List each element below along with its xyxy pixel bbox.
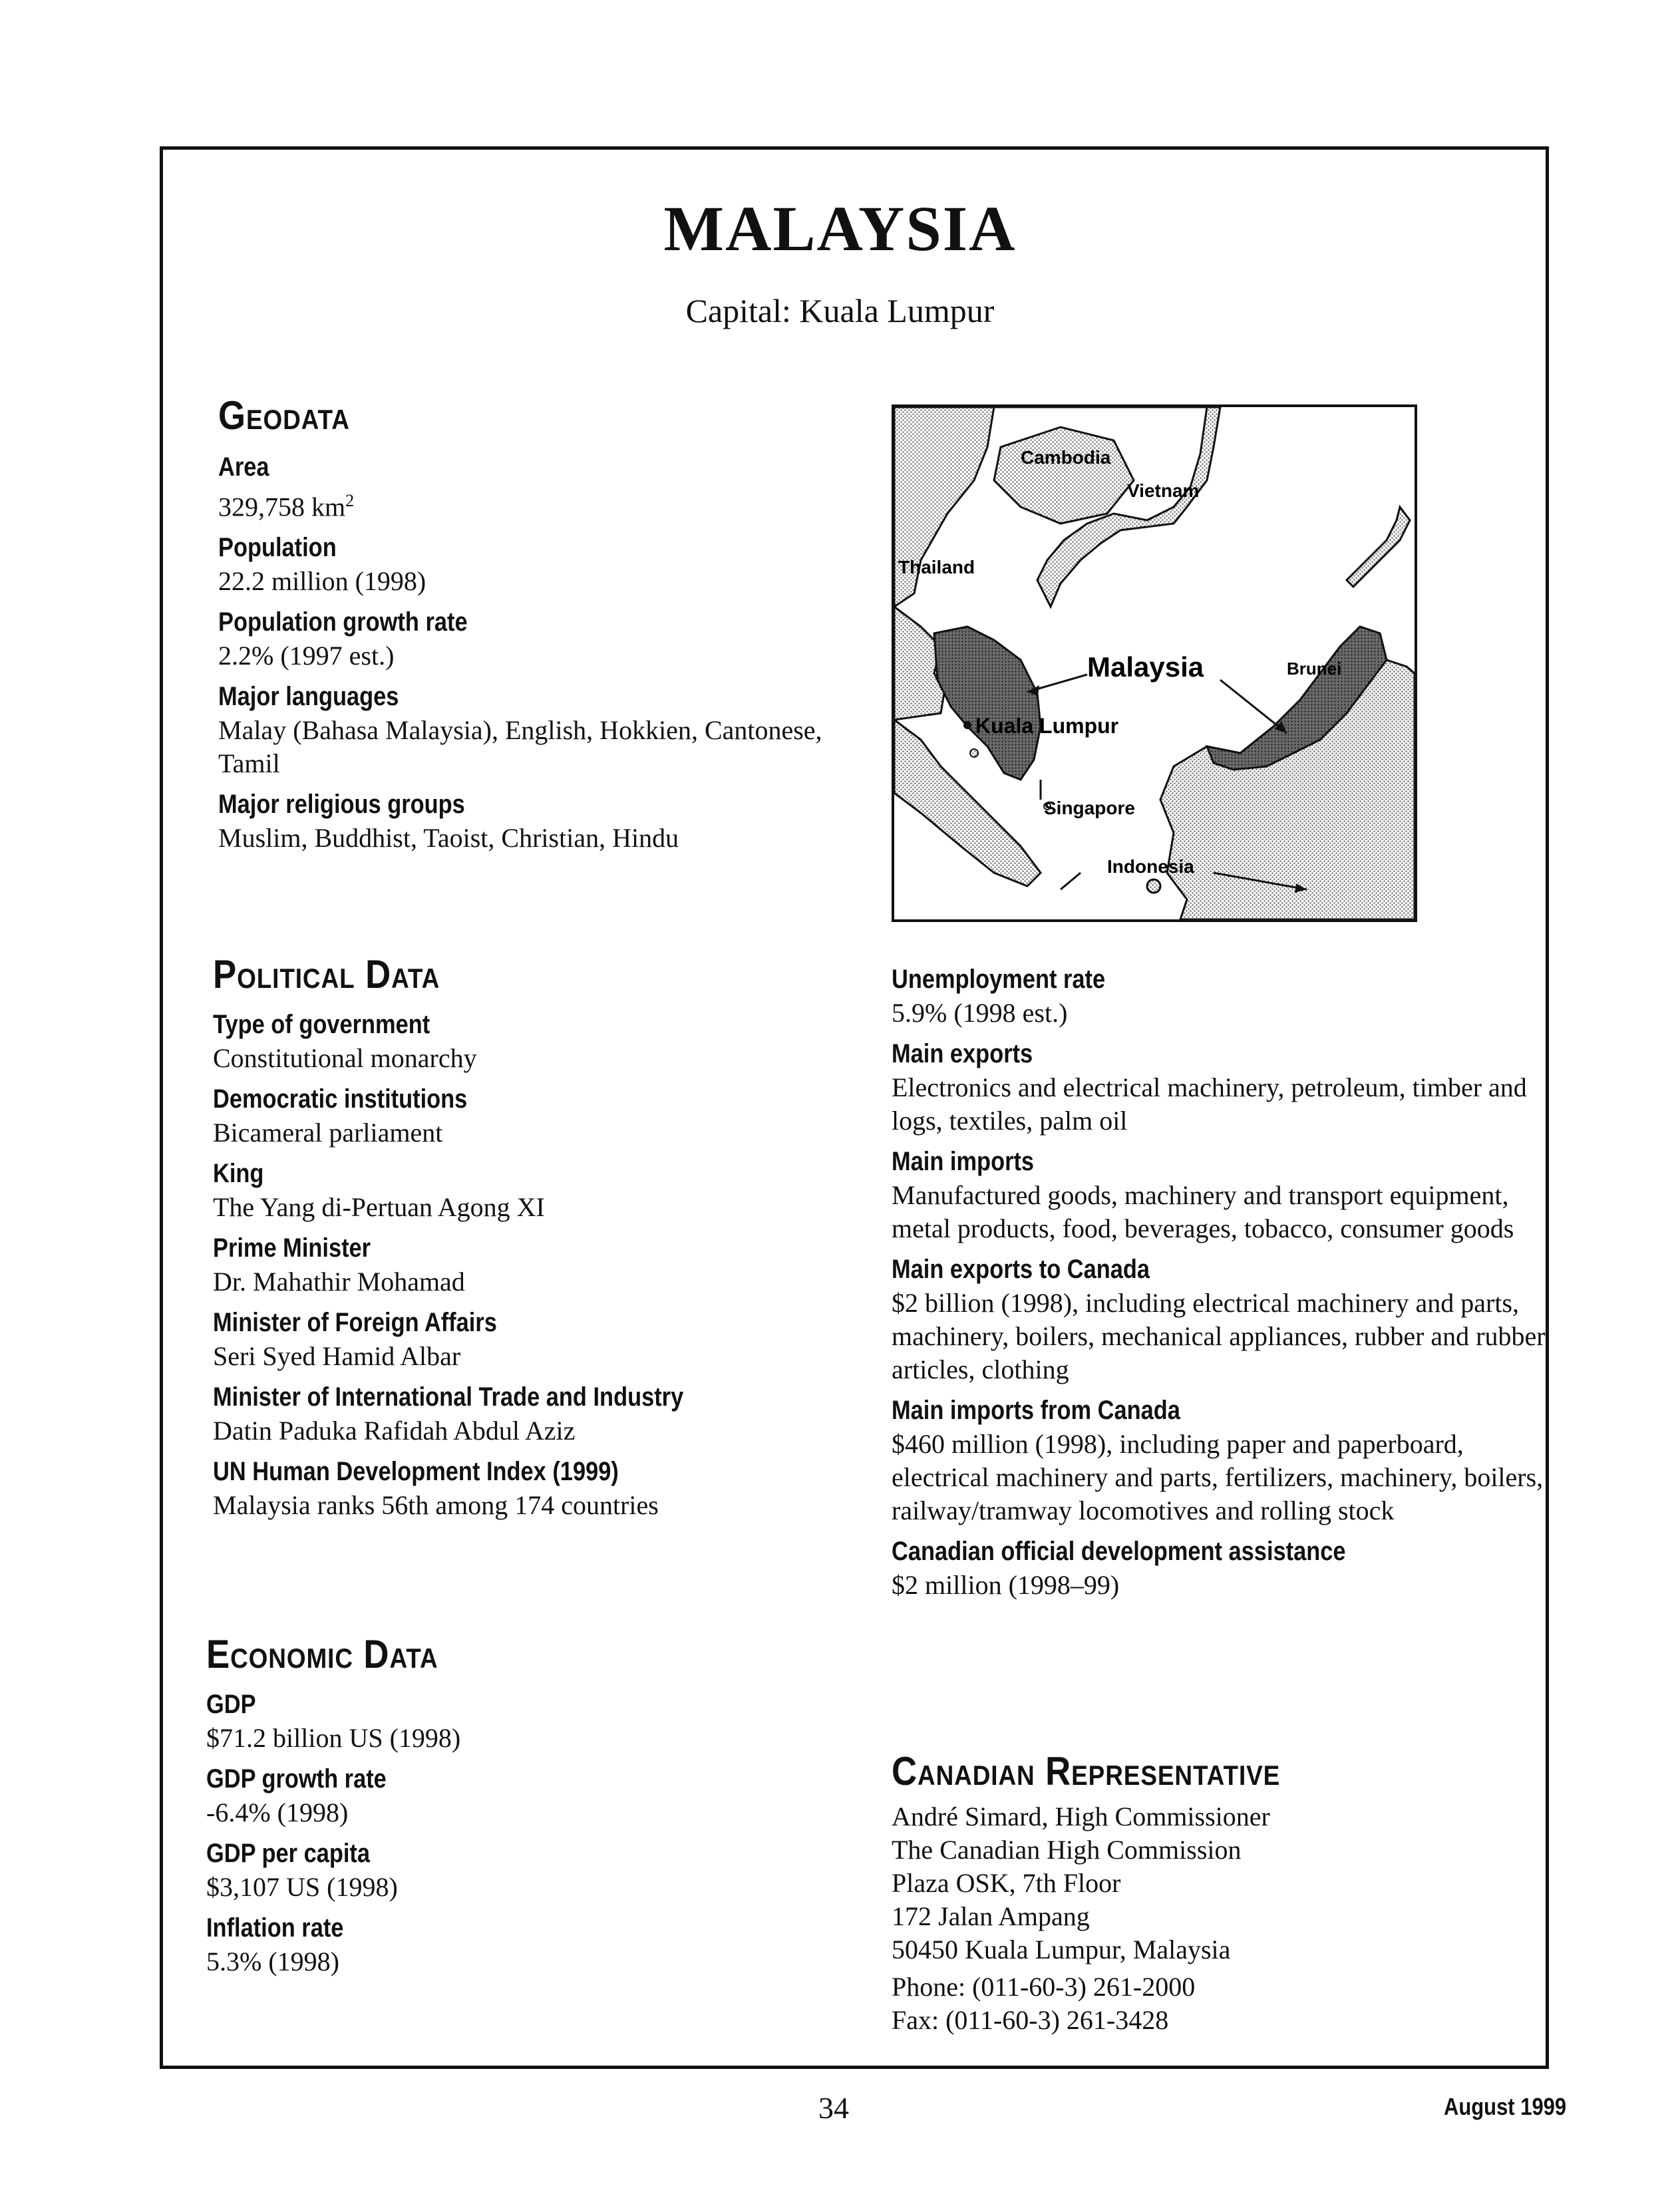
representative-heading: Canadian Representative — [892, 1749, 1281, 1794]
item-label: Democratic institutions — [213, 1084, 468, 1114]
map-label-singapore: Singapore — [1044, 798, 1135, 818]
item-value: $3,107 US (1998) — [206, 1872, 398, 1902]
address-line: 50450 Kuala Lumpur, Malaysia — [892, 1935, 1231, 1964]
item-label: Inflation rate — [206, 1913, 344, 1943]
address-line: The Canadian High Commission — [892, 1835, 1242, 1865]
economic-item — [206, 1911, 845, 1978]
geodata-list — [218, 450, 857, 862]
item-value: 5.9% (1998 est.) — [892, 998, 1068, 1028]
map-label-malaysia: Malaysia — [1087, 651, 1204, 683]
item-label: Unemployment rate — [892, 965, 1106, 994]
economic-item — [892, 1534, 1557, 1602]
item-value: Seri Syed Hamid Albar — [213, 1341, 461, 1371]
item-value: $2 million (1998–99) — [892, 1570, 1120, 1600]
item-value: Muslim, Buddhist, Taoist, Christian, Hindu — [218, 823, 679, 854]
map-label-kuala-lumpur: Kuala Lumpur — [975, 714, 1119, 738]
item-label: Major languages — [218, 682, 399, 712]
item-label: UN Human Development Index (1999) — [213, 1457, 619, 1486]
item-label: King — [213, 1159, 264, 1188]
geodata-heading: Geodata — [218, 393, 350, 438]
political-item — [213, 1305, 852, 1373]
geodata-item — [218, 679, 857, 780]
address-line: Plaza OSK, 7th Floor — [892, 1868, 1121, 1898]
item-label: Type of government — [213, 1010, 430, 1039]
item-value: 22.2 million (1998) — [218, 566, 426, 597]
economic-item — [206, 1762, 845, 1829]
political-item — [213, 1380, 852, 1448]
item-label: Minister of Foreign Affairs — [213, 1308, 497, 1337]
economic-list — [206, 1687, 845, 1985]
item-value: Malaysia ranks 56th among 174 countries — [213, 1490, 659, 1520]
map-label-vietnam: Vietnam — [1127, 480, 1200, 501]
address-line: André Simard, High Commissioner — [892, 1802, 1270, 1831]
page-number: 34 — [818, 2091, 849, 2125]
item-label: Main exports to Canada — [892, 1255, 1150, 1284]
map-label-indonesia: Indonesia — [1107, 856, 1194, 877]
map-label-brunei: Brunei — [1287, 659, 1342, 679]
item-value: Electronics and electrical machinery, petroleum, timber and logs, textiles, palm oil — [892, 1072, 1527, 1136]
economic-heading: Economic Data — [206, 1632, 438, 1676]
item-value: 329,758 $km^2$ — [218, 491, 355, 522]
item-value: Bicameral parliament — [213, 1118, 443, 1148]
item-label: Area — [218, 452, 269, 482]
map-graphic — [894, 407, 1415, 919]
item-value: $460 million (1998), including paper and paperboard, electrical machinery and parts, fertilizers, machinery, boilers, railway/tramway locomotives and rolling stock — [892, 1429, 1544, 1525]
political-list — [213, 1007, 852, 1529]
item-value: Malay (Bahasa Malaysia), English, Hokkien, Cantonese, Tamil — [218, 715, 822, 779]
item-label: GDP per capita — [206, 1839, 371, 1868]
cambodia-land — [994, 427, 1134, 524]
economic-item — [892, 1036, 1557, 1138]
economic-item — [892, 962, 1557, 1030]
item-label: Population — [218, 533, 337, 563]
item-value: -6.4% (1998) — [206, 1798, 349, 1827]
political-item — [213, 1007, 852, 1075]
item-value: $2 billion (1998), including electrical machinery and parts, machinery, boilers, mechanical appliances, rubber and rubber articles, clothing — [892, 1288, 1546, 1384]
economic-item — [892, 1252, 1557, 1386]
economic-right-list — [892, 962, 1557, 1609]
item-value: $71.2 billion US (1998) — [206, 1723, 461, 1753]
region-map — [892, 404, 1417, 922]
item-label: Main imports — [892, 1147, 1035, 1176]
island — [1347, 507, 1410, 587]
geodata-item — [218, 530, 857, 598]
peninsular-malaysia — [934, 627, 1041, 780]
publication-date: August 1999 — [1444, 2093, 1567, 2120]
item-label: Population growth rate — [218, 607, 468, 637]
item-value: The Yang di-Pertuan Agong XI — [213, 1192, 545, 1222]
political-item — [213, 1454, 852, 1522]
item-label: Canadian official development assistance — [892, 1537, 1346, 1566]
item-value: 5.3% (1998) — [206, 1947, 339, 1976]
geodata-item — [218, 605, 857, 673]
fax-line: Fax: (011-60-3) 261-3428 — [892, 2005, 1169, 2035]
geodata-item — [218, 450, 857, 524]
economic-item — [892, 1393, 1557, 1527]
item-label: Minister of International Trade and Industry — [213, 1382, 684, 1412]
political-item — [213, 1082, 852, 1150]
economic-item — [892, 1144, 1557, 1245]
item-value: Dr. Mahathir Mohamad — [213, 1267, 465, 1297]
item-value: Constitutional monarchy — [213, 1043, 477, 1073]
item-label: Prime Minister — [213, 1233, 371, 1263]
map-label-thailand: Thailand — [898, 557, 975, 577]
capital-line: Capital: Kuala Lumpur — [685, 292, 995, 329]
item-label: Major religious groups — [218, 790, 465, 820]
item-value: Datin Paduka Rafidah Abdul Aziz — [213, 1416, 576, 1446]
item-value: 2.2% (1997 est.) — [218, 641, 395, 671]
item-value: Manufactured goods, machinery and transport equipment, metal products, food, beverages, tobacco, consumer goods — [892, 1180, 1514, 1243]
item-label: GDP — [206, 1690, 256, 1719]
economic-item — [206, 1687, 845, 1755]
item-label: Main exports — [892, 1039, 1033, 1068]
map-label-cambodia: Cambodia — [1021, 447, 1111, 468]
representative-address — [892, 1800, 1557, 2037]
item-label: Main imports from Canada — [892, 1396, 1180, 1425]
address-line: 172 Jalan Ampang — [892, 1901, 1090, 1931]
economic-item — [206, 1836, 845, 1904]
page-title: MALAYSIA — [663, 193, 1017, 264]
phone-line: Phone: (011-60-3) 261-2000 — [892, 1972, 1196, 2002]
geodata-item — [218, 787, 857, 855]
political-item — [213, 1156, 852, 1224]
item-label: GDP growth rate — [206, 1764, 387, 1794]
political-item — [213, 1231, 852, 1299]
political-heading: Political Data — [213, 952, 440, 997]
